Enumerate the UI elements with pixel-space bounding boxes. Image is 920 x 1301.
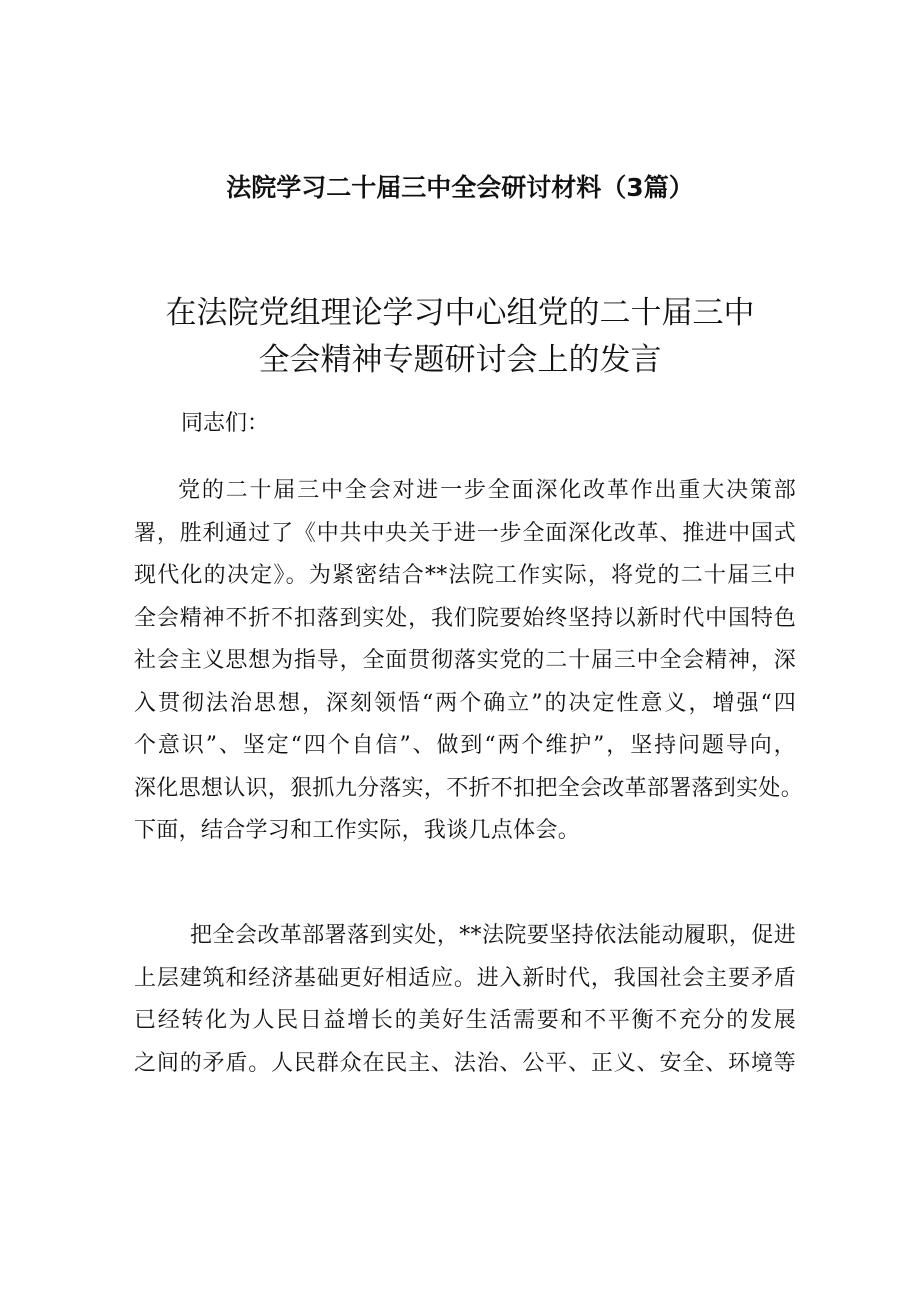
paragraph-line: 入贯彻法治思想，深刻领悟“两个确立”的决定性意义，增强“四	[134, 690, 796, 716]
paragraph-2	[134, 915, 796, 1085]
paragraph-line: 党的二十届三中全会对进一步全面深化改革作出重大决策部	[178, 478, 796, 503]
document-title: 法院学习二十届三中全会研讨材料（3篇）	[226, 173, 694, 202]
paragraph-line: 社会主义思想为指导，全面贯彻落实党的二十届三中全会精神，深	[134, 648, 796, 673]
paragraph-line: 下面，结合学习和工作实际，我谈几点体会。	[134, 818, 581, 843]
speech-title-line-1: 在法院党组理论学习中心组党的二十届三中	[165, 295, 755, 331]
paragraph-line: 之间的矛盾。人民群众在民主、法治、公平、正义、安全、环境等	[134, 1050, 796, 1076]
paragraph-line: 已经转化为人民日益增长的美好生活需要和不平衡不充分的发展	[134, 1008, 796, 1033]
paragraph-line: 深化思想认识，狠抓九分落实，不折不扣把全会改革部署落到实处。	[134, 775, 804, 801]
paragraph-line: 把全会改革部署落到实处，**法院要坚持依法能动履职，促进	[190, 923, 796, 948]
paragraph-line: 现代化的决定》。为紧密结合**法院工作实际，将党的二十届三中	[134, 563, 796, 588]
paragraph-line: 署，胜利通过了《中共中央关于进一步全面深化改革、推进中国式	[134, 520, 796, 546]
speech-title	[130, 290, 790, 384]
paragraph-line: 全会精神不折不扣落到实处，我们院要始终坚持以新时代中国特色	[134, 605, 796, 631]
paragraph-line: 个意识”、坚定“四个自信”、做到“两个维护”，坚持问题导向，	[134, 733, 796, 758]
speech-title-line-2: 全会精神专题研讨会上的发言	[258, 342, 662, 378]
salutation: 同志们：	[181, 411, 270, 436]
paragraph-1	[134, 470, 804, 853]
paragraph-line: 上层建筑和经济基础更好相适应。进入新时代，我国社会主要矛盾	[134, 965, 796, 991]
